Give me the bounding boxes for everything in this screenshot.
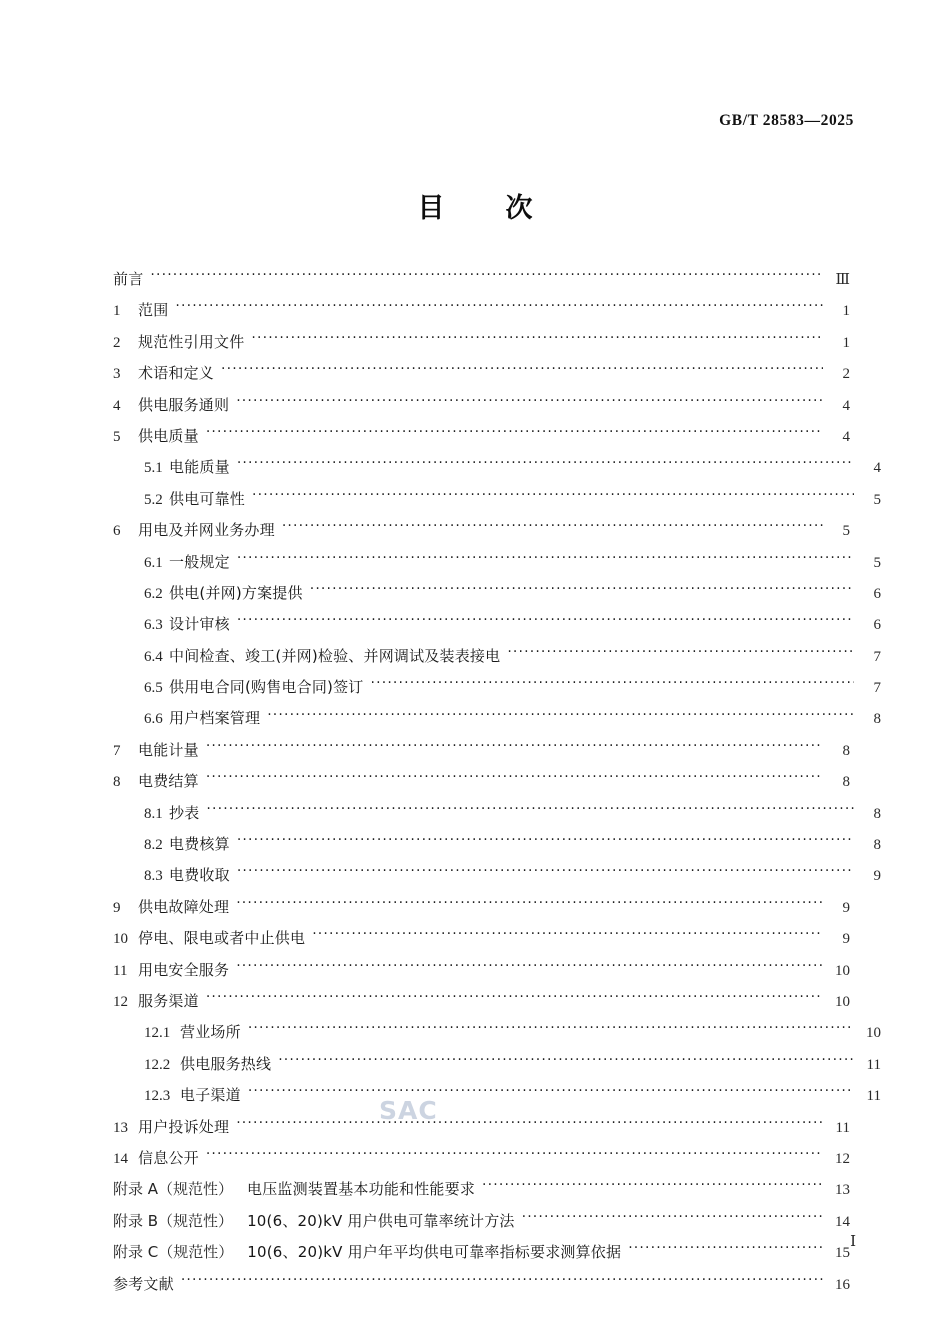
toc-entry-page-number: 2 [842, 366, 850, 383]
toc-entry[interactable] [113, 707, 881, 738]
toc-leader-dots [181, 1274, 823, 1289]
toc-entry[interactable] [113, 519, 850, 550]
toc-entry[interactable] [113, 959, 850, 990]
toc-entry-label: 设计审核 [169, 615, 230, 634]
toc-leader-dots [482, 1179, 823, 1194]
toc-entry[interactable] [113, 833, 881, 864]
toc-entry-number: 5.1 [144, 460, 163, 477]
toc-entry-page-number: 8 [873, 837, 881, 854]
toc-leader-dots [150, 269, 823, 284]
toc-entry-label: 服务渠道 [138, 991, 199, 1010]
toc-leader-dots [248, 1085, 854, 1100]
toc-entry-page-number: 5 [842, 523, 850, 540]
toc-entry-number: 6.5 [144, 680, 163, 697]
toc-entry-number: 9 [113, 899, 121, 916]
toc-entry-label: 电费核算 [169, 835, 230, 854]
toc-entry-page-number: 10 [866, 1025, 881, 1042]
toc-entry-number: 7 [113, 742, 121, 759]
toc-entry-page-number: 4 [842, 428, 850, 445]
toc-entry[interactable] [113, 896, 850, 927]
toc-entry-number: 8 [113, 774, 121, 791]
toc-entry-number: 附录 A（规范性） [113, 1180, 234, 1199]
page-title: 目 次 [417, 193, 550, 224]
toc-entry-page-number: 6 [873, 617, 881, 634]
toc-entry-label: 规范性引用文件 [138, 332, 245, 351]
toc-entry-page-number: 11 [835, 1119, 850, 1136]
toc-entry-page-number: 8 [842, 742, 850, 759]
toc-entry-label: 电压监测装置基本功能和性能要求 [247, 1180, 476, 1199]
toc-entry-page-number: 5 [873, 554, 881, 571]
toc-entry-number: 14 [113, 1150, 128, 1167]
toc-entry-page-number: 10 [835, 993, 850, 1010]
toc-entry-label: 供电质量 [138, 426, 199, 445]
toc-entry-number: 5 [113, 428, 121, 445]
toc-entry-label: 一般规定 [169, 552, 230, 571]
toc-leader-dots [206, 803, 854, 818]
toc-entry[interactable] [113, 1178, 850, 1209]
toc-entry-label: 前言 [113, 270, 144, 288]
toc-leader-dots [206, 771, 823, 786]
toc-leader-dots [507, 646, 854, 661]
toc-entry-page-number: 7 [873, 648, 881, 665]
toc-entry-label: 电能质量 [169, 458, 230, 477]
toc-entry-page-number: 13 [835, 1182, 850, 1199]
toc-entry[interactable] [113, 331, 850, 362]
toc-entry-label: 用户投诉处理 [138, 1117, 230, 1136]
toc-entry[interactable] [113, 927, 850, 958]
toc-entry-label: 用电安全服务 [138, 960, 230, 979]
toc-entry[interactable] [113, 770, 850, 801]
toc-entry-page-number: 15 [835, 1245, 850, 1262]
toc-entry-label: 供电服务热线 [180, 1054, 272, 1073]
toc-entry-number: 6.2 [144, 585, 163, 602]
toc-entry[interactable] [113, 425, 850, 456]
toc-entry[interactable] [113, 456, 881, 487]
toc-leader-dots [251, 332, 823, 347]
toc-entry-number: 附录 C（规范性） [113, 1243, 234, 1262]
toc-leader-dots [236, 395, 823, 410]
toc-entry[interactable] [113, 1053, 881, 1084]
toc-entry-number: 12.2 [144, 1056, 171, 1073]
toc-entry-page-number: 1 [842, 303, 850, 320]
toc-entry[interactable] [113, 394, 850, 425]
toc-leader-dots [278, 1054, 854, 1069]
toc-entry-number: 10 [113, 931, 128, 948]
toc-entry[interactable] [113, 1147, 850, 1178]
toc-entry[interactable] [113, 362, 850, 393]
toc-leader-dots [312, 928, 823, 943]
toc-entry-label: 抄表 [169, 803, 200, 822]
toc-entry-page-number: 9 [842, 931, 850, 948]
toc-entry[interactable] [113, 1021, 881, 1052]
toc-entry-label: 电子渠道 [180, 1086, 241, 1105]
toc-entry-number: 6 [113, 523, 121, 540]
toc-leader-dots [371, 677, 854, 692]
toc-leader-dots [628, 1242, 823, 1257]
toc-entry[interactable] [113, 676, 881, 707]
toc-leader-dots [175, 300, 823, 315]
toc-entry-number: 12 [113, 993, 128, 1010]
toc-entry-page-number: 10 [835, 962, 850, 979]
toc-leader-dots [248, 1022, 854, 1037]
toc-entry[interactable] [113, 990, 850, 1021]
toc-leader-dots [522, 1211, 823, 1226]
toc-entry-number: 12.3 [144, 1088, 171, 1105]
toc-leader-dots [236, 960, 823, 975]
toc-entry-number: 6.1 [144, 554, 163, 571]
toc-entry-number: 8.3 [144, 868, 163, 885]
toc-leader-dots [237, 552, 854, 567]
toc-entry[interactable] [113, 1241, 850, 1272]
toc-entry-label: 电费收取 [169, 866, 230, 885]
toc-entry[interactable] [113, 613, 881, 644]
toc-leader-dots [206, 740, 823, 755]
table-of-contents [113, 268, 881, 1304]
toc-leader-dots [236, 1117, 823, 1132]
toc-entry-page-number: 8 [873, 805, 881, 822]
toc-entry-number: 8.2 [144, 837, 163, 854]
toc-leader-dots [252, 489, 854, 504]
toc-entry-page-number: 11 [866, 1088, 881, 1105]
toc-entry[interactable] [113, 1210, 850, 1241]
toc-entry-page-number: 4 [873, 460, 881, 477]
toc-entry-label: 供电故障处理 [138, 897, 230, 916]
toc-entry-page-number: Ⅲ [835, 272, 850, 288]
toc-entry-label: 参考文献 [113, 1274, 174, 1293]
toc-entry-number: 12.1 [144, 1025, 171, 1042]
toc-entry[interactable] [113, 488, 881, 519]
toc-entry-page-number: 6 [873, 585, 881, 602]
toc-entry-number: 3 [113, 366, 121, 383]
toc-entry-label: 信息公开 [138, 1148, 199, 1167]
toc-entry-number: 6.3 [144, 617, 163, 634]
toc-entry[interactable] [113, 1273, 850, 1304]
toc-entry-page-number: 8 [873, 711, 881, 728]
toc-entry[interactable] [113, 299, 850, 330]
toc-entry-number: 1 [113, 303, 121, 320]
toc-entry-label: 10(6、20)kV 用户供电可靠率统计方法 [247, 1211, 515, 1230]
page-folio: Ⅰ [850, 1234, 856, 1250]
toc-leader-dots [236, 897, 823, 912]
toc-entry-label: 范围 [138, 301, 169, 320]
toc-entry-number: 8.1 [144, 805, 163, 822]
toc-leader-dots [237, 834, 854, 849]
toc-leader-dots [267, 708, 854, 723]
toc-leader-dots [237, 457, 854, 472]
toc-entry-page-number: 8 [842, 774, 850, 791]
toc-entry[interactable] [113, 1116, 850, 1147]
toc-entry-number: 2 [113, 334, 121, 351]
toc-leader-dots [237, 614, 854, 629]
toc-entry-label: 电能计量 [138, 740, 199, 759]
toc-entry-label: 用电及并网业务办理 [138, 521, 275, 540]
toc-entry-label: 供电(并网)方案提供 [169, 583, 303, 602]
toc-entry[interactable] [113, 268, 850, 299]
toc-entry-label: 用户档案管理 [169, 709, 261, 728]
toc-entry-number: 13 [113, 1119, 128, 1136]
toc-entry-label: 供用电合同(购售电合同)签订 [169, 678, 364, 697]
toc-entry[interactable] [113, 864, 881, 895]
toc-leader-dots [221, 363, 823, 378]
toc-leader-dots [206, 426, 823, 441]
toc-entry-page-number: 14 [835, 1213, 850, 1230]
toc-entry-page-number: 4 [842, 397, 850, 414]
standard-number-header: GB/T 28583—2025 [719, 112, 854, 129]
toc-entry-number: 6.4 [144, 648, 163, 665]
toc-entry-number: 6.6 [144, 711, 163, 728]
toc-entry-page-number: 7 [873, 680, 881, 697]
toc-entry-page-number: 9 [842, 899, 850, 916]
toc-leader-dots [282, 520, 823, 535]
toc-entry-page-number: 16 [835, 1276, 850, 1293]
toc-entry[interactable] [113, 1084, 881, 1115]
toc-entry-number: 附录 B（规范性） [113, 1211, 234, 1230]
toc-entry-number: 5.2 [144, 491, 163, 508]
toc-entry-label: 10(6、20)kV 用户年平均供电可靠率指标要求测算依据 [247, 1243, 622, 1262]
toc-entry-number: 11 [113, 962, 128, 979]
toc-leader-dots [206, 991, 823, 1006]
toc-entry-label: 停电、限电或者中止供电 [138, 929, 306, 948]
toc-entry[interactable] [113, 551, 881, 582]
toc-entry-label: 术语和定义 [138, 364, 215, 383]
toc-leader-dots [237, 865, 854, 880]
toc-entry-page-number: 11 [866, 1056, 881, 1073]
toc-entry-page-number: 1 [842, 334, 850, 351]
sac-watermark: SAC [379, 1096, 438, 1125]
toc-entry-label: 中间检查、竣工(并网)检验、并网调试及装表接电 [169, 646, 501, 665]
toc-entry-page-number: 5 [873, 491, 881, 508]
toc-entry[interactable] [113, 802, 881, 833]
toc-entry-label: 营业场所 [180, 1023, 241, 1042]
toc-entry[interactable] [113, 645, 881, 676]
toc-leader-dots [310, 583, 854, 598]
toc-leader-dots [206, 1148, 823, 1163]
toc-entry[interactable] [113, 582, 881, 613]
toc-entry-page-number: 9 [873, 868, 881, 885]
toc-entry-number: 4 [113, 397, 121, 414]
toc-entry-page-number: 12 [835, 1150, 850, 1167]
toc-entry-label: 供电可靠性 [169, 489, 246, 508]
toc-entry[interactable] [113, 739, 850, 770]
toc-entry-label: 供电服务通则 [138, 395, 230, 414]
toc-entry-label: 电费结算 [138, 772, 199, 791]
